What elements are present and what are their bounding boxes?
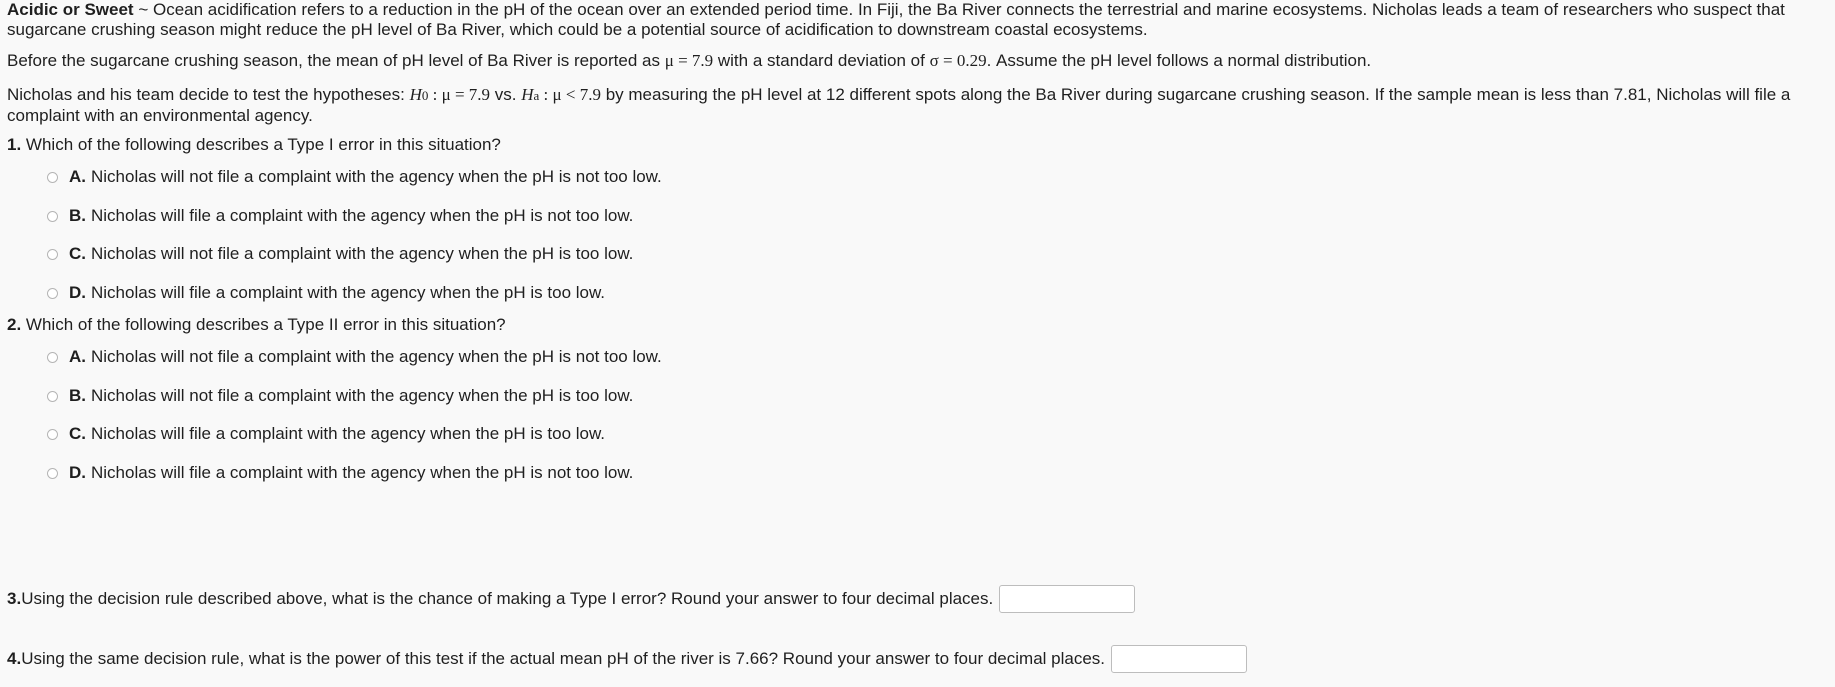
versus-text: vs. [490, 85, 522, 104]
ha-subscript: a [533, 88, 540, 103]
radio-button[interactable] [47, 288, 58, 299]
alternative-hypothesis [521, 85, 601, 104]
option-text: Nicholas will file a complaint with the agency when the pH is not too low. [91, 463, 634, 482]
radio-button[interactable] [47, 211, 58, 222]
radio-button[interactable] [47, 249, 58, 260]
question-2-text: Which of the following describes a Type II error in this situation? [21, 315, 506, 334]
option-letter: C. [69, 424, 86, 443]
question-4-number: 4. [7, 649, 22, 668]
question-1-option-b[interactable] [47, 205, 633, 227]
title-separator: ~ [133, 0, 153, 19]
mu-equation: μ = 7.9 [664, 51, 714, 70]
option-text: Nicholas will not file a complaint with the agency when the pH is too low. [91, 386, 634, 405]
option-letter: D. [69, 463, 86, 482]
option-text: Nicholas will not file a complaint with the agency when the pH is too low. [91, 244, 634, 263]
option-text: Nicholas will file a complaint with the agency when the pH is too low. [91, 424, 606, 443]
h0-expression: : μ = 7.9 [428, 85, 491, 104]
null-hypothesis [410, 85, 490, 104]
radio-button[interactable] [47, 391, 58, 402]
question-3-block [7, 585, 1135, 613]
question-1-option-d[interactable] [47, 282, 605, 304]
radio-button[interactable] [47, 352, 58, 363]
question-1-option-c[interactable] [47, 243, 633, 265]
option-text: Nicholas will not file a complaint with the agency when the pH is not too low. [91, 167, 662, 186]
hypotheses-text-start: Nicholas and his team decide to test the hypotheses: [7, 85, 410, 104]
option-letter: C. [69, 244, 86, 263]
intro-paragraph [7, 0, 1819, 40]
hypotheses-paragraph [7, 85, 1819, 126]
ha-expression: : μ < 7.9 [539, 85, 601, 104]
ha-symbol: H [521, 85, 534, 104]
radio-button[interactable] [47, 468, 58, 479]
option-letter: D. [69, 283, 86, 302]
radio-button[interactable] [47, 172, 58, 183]
population-paragraph [7, 51, 1819, 71]
h0-symbol: H [409, 85, 422, 104]
question-2 [7, 315, 506, 335]
question-2-option-c[interactable] [47, 423, 605, 445]
question-4-answer-input[interactable] [1111, 645, 1247, 673]
h0-subscript: 0 [421, 88, 429, 103]
question-3-text: Using the decision rule described above, what is the chance of making a Type I error? Round your answer to four decimal places. [21, 589, 994, 608]
sigma-equation: σ = 0.29 [929, 51, 987, 70]
question-2-option-a[interactable] [47, 346, 662, 368]
population-text-mid: with a standard deviation of [713, 51, 930, 70]
question-4-block [7, 645, 1247, 673]
question-3-answer-input[interactable] [999, 585, 1135, 613]
option-letter: A. [69, 347, 86, 366]
question-3-number: 3. [7, 589, 22, 608]
question-2-option-b[interactable] [47, 385, 633, 407]
population-text-end: . Assume the pH level follows a normal distribution. [986, 51, 1372, 70]
option-text: Nicholas will not file a complaint with the agency when the pH is not too low. [91, 347, 662, 366]
question-1-text: Which of the following describes a Type I error in this situation? [21, 135, 501, 154]
option-text: Nicholas will file a complaint with the agency when the pH is too low. [91, 283, 606, 302]
question-2-option-d[interactable] [47, 462, 633, 484]
question-2-number: 2. [7, 315, 22, 334]
question-1 [7, 135, 501, 155]
problem-title: Acidic or Sweet [7, 0, 134, 19]
option-letter: A. [69, 167, 86, 186]
option-letter: B. [69, 206, 86, 225]
option-text: Nicholas will file a complaint with the agency when the pH is not too low. [91, 206, 634, 225]
question-1-option-a[interactable] [47, 166, 662, 188]
question-4-text: Using the same decision rule, what is the power of this test if the actual mean pH of the river is 7.66? Round your answer to four decimal places. [21, 649, 1106, 668]
hypotheses-text-end: by measuring the pH level at 12 different spots along the Ba River during sugarcane crushing season. If the sample mean is less than 7.81, Nicholas will file a complaint with an environmental agency. [7, 85, 1791, 125]
radio-button[interactable] [47, 429, 58, 440]
option-letter: B. [69, 386, 86, 405]
population-text-start: Before the sugarcane crushing season, the mean of pH level of Ba River is reported as [7, 51, 665, 70]
question-1-number: 1. [7, 135, 22, 154]
intro-text: Ocean acidification refers to a reduction in the pH of the ocean over an extended period time. In Fiji, the Ba River connects the terrestrial and marine ecosystems. Nicholas leads a team of researchers who suspect that sugarcane crushing season might reduce the pH level of Ba River, which could be a potential source of acidification to downstream coastal ecosystems. [7, 0, 1785, 39]
